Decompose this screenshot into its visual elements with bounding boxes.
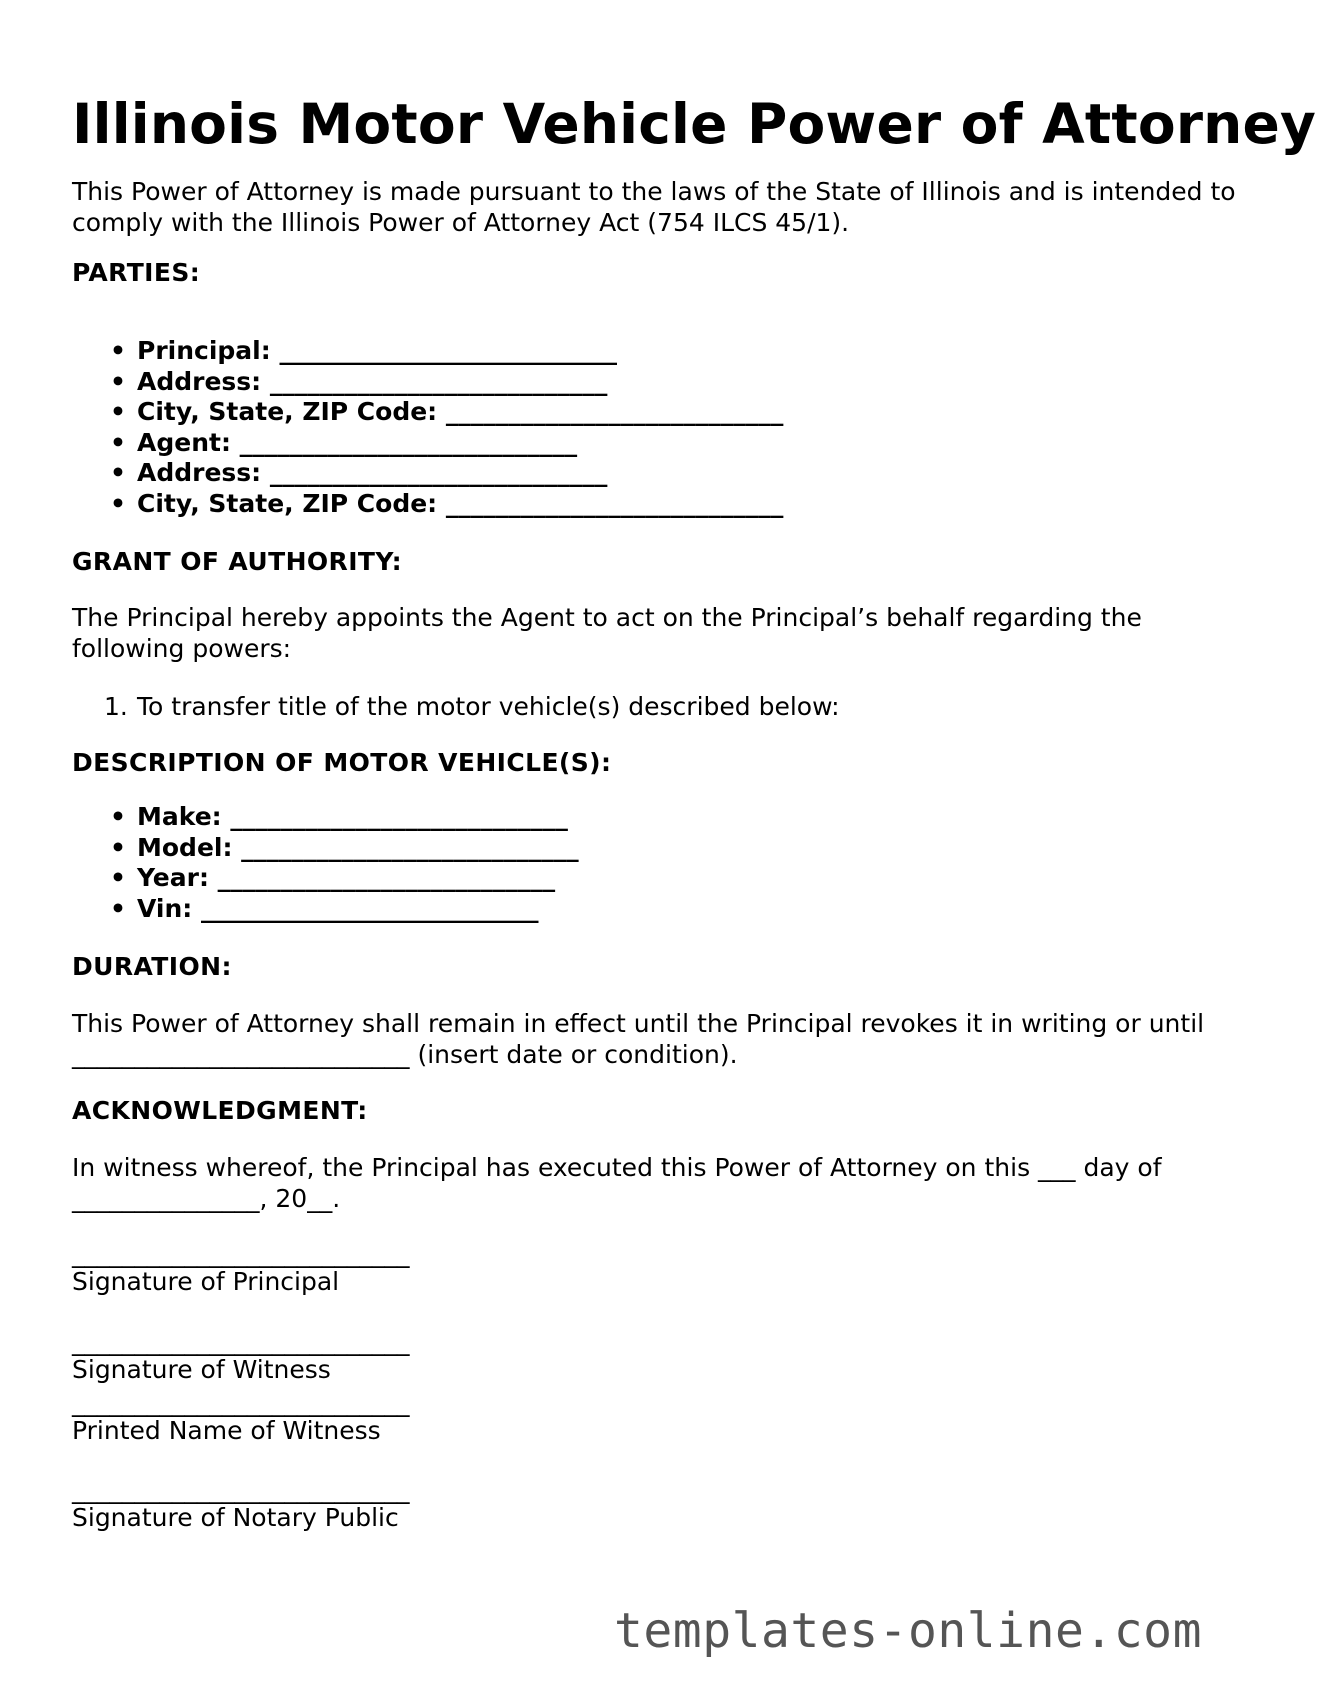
principal-signature-line: ___________________________ <box>72 1239 410 1268</box>
witness-signature-line: ___________________________ <box>72 1327 410 1356</box>
intro-paragraph: This Power of Attorney is made pursuant to the laws of the State of Illinois and is intended to comply with the Illinois Power of Attorney Act (754 ILCS 45/1). <box>72 177 1236 237</box>
witness-signature-label: Signature of Witness <box>72 1355 331 1384</box>
vehicle-list <box>72 802 579 924</box>
acknowledgment-heading: ACKNOWLEDGMENT: <box>72 1096 368 1125</box>
make-field: • Make: ___________________________ <box>72 802 579 833</box>
power-number: 1. <box>104 692 128 721</box>
grant-paragraph: The Principal hereby appoints the Agent to act on the Principal’s behalf regarding the following powers: <box>72 603 1142 663</box>
duration-heading: DURATION: <box>72 952 232 981</box>
witness-name-line: ___________________________ <box>72 1388 410 1417</box>
parties-list <box>72 336 783 519</box>
document-title: Illinois Motor Vehicle Power of Attorney <box>72 92 1317 156</box>
year-field: • Year: ___________________________ <box>72 863 579 894</box>
parties-heading: PARTIES: <box>72 258 201 287</box>
watermark: templates-online.com <box>614 1603 1202 1659</box>
duration-paragraph: This Power of Attorney shall remain in effect until the Principal revokes it in writing or until ___________________________ (insert date or condition). <box>72 1009 1205 1069</box>
notary-signature-line: ___________________________ <box>72 1475 410 1504</box>
principal-field: • Principal: ___________________________ <box>72 336 783 367</box>
power-item <box>72 691 840 722</box>
grant-heading: GRANT OF AUTHORITY: <box>72 547 403 576</box>
agent-address-field: • Address: ___________________________ <box>72 458 783 489</box>
powers-list <box>72 691 840 722</box>
principal-address-field: • Address: ___________________________ <box>72 367 783 398</box>
principal-signature-label: Signature of Principal <box>72 1267 340 1296</box>
agent-city-state-zip-field: • City, State, ZIP Code: ___________________________ <box>72 489 783 520</box>
power-text: To transfer title of the motor vehicle(s) described below: <box>137 692 840 721</box>
agent-field: • Agent: ___________________________ <box>72 428 783 459</box>
acknowledgment-paragraph: In witness whereof, the Principal has executed this Power of Attorney on this ___ day of _______________, 20__. <box>72 1153 1162 1213</box>
model-field: • Model: ___________________________ <box>72 833 579 864</box>
witness-name-label: Printed Name of Witness <box>72 1416 381 1445</box>
notary-signature-label: Signature of Notary Public <box>72 1503 399 1532</box>
vin-field: • Vin: ___________________________ <box>72 894 579 925</box>
principal-city-state-zip-field: • City, State, ZIP Code: ___________________________ <box>72 397 783 428</box>
vehicle-heading: DESCRIPTION OF MOTOR VEHICLE(S): <box>72 748 612 777</box>
